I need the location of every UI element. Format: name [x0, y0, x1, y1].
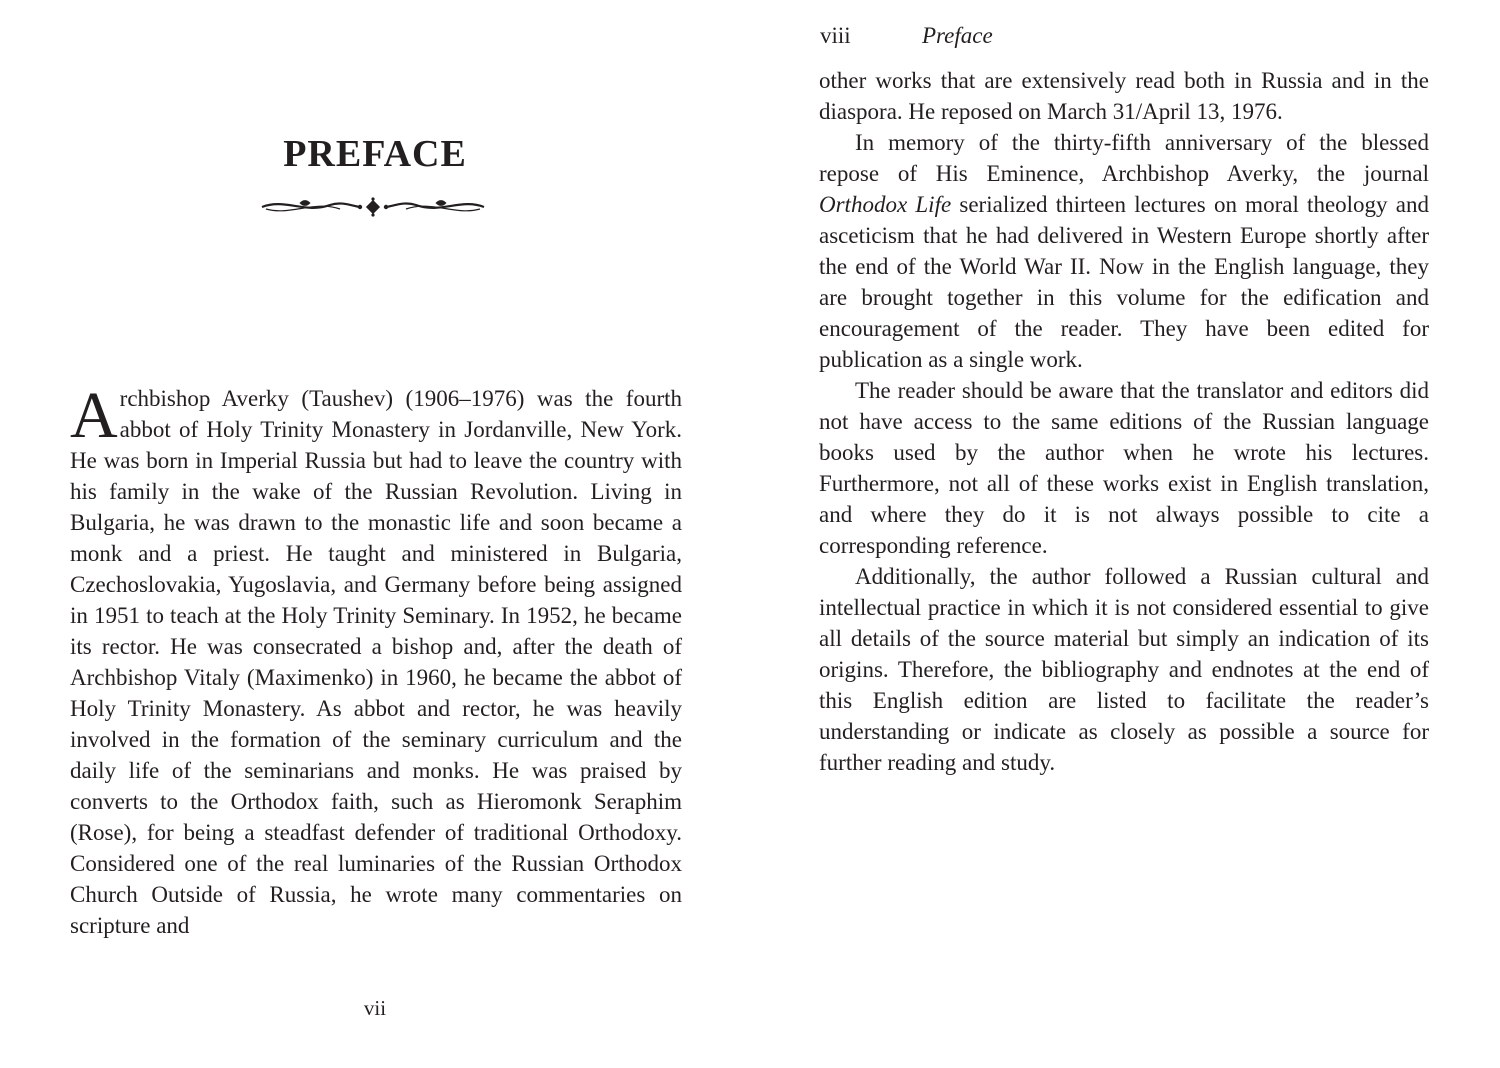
paragraph-memory — [819, 127, 1429, 375]
page-number: vii — [363, 996, 387, 1020]
paragraph-editions: The reader should be aware that the translator and editors did not have access to the same editions of the Russian language books used by the author when he wrote his lectures. Furthermore, not all of these works exist in English translation, and where they do it is not always possible to cite a corresponding reference. — [819, 378, 1429, 558]
journal-title: Orthodox Life — [819, 192, 952, 217]
preface-body — [819, 65, 1429, 778]
drop-cap: A — [70, 379, 118, 452]
chapter-title: PREFACE — [283, 133, 467, 175]
paragraph-memory-text-start: In memory of the thirty-fifth anniversary of the blessed repose of His Eminence, Archbishop Averky, the journal — [819, 130, 1429, 186]
preface-paragraph — [70, 379, 682, 941]
ornament-flourish-icon — [260, 194, 486, 220]
paragraph-continued: other works that are extensively read both in Russia and in the diaspora. He reposed on March 31/April 13, 1976. — [819, 68, 1429, 124]
running-head-title: Preface — [922, 23, 993, 48]
running-head-page-number: viii — [820, 23, 851, 48]
preface-paragraph-text: rchbishop Averky (Taushev) (1906–1976) was the fourth abbot of Holy Trinity Monastery in Jordanville, New York. He was born in Imperial Russia but had to leave the country with his family in the wake of the Russian Revolution. Living in Bulgaria, he was drawn to the monastic life and soon became a monk and a priest. He taught and ministered in Bulgaria, Czechoslovakia, Yugoslavia, and Germany before being assigned in 1951 to teach at the Holy Trinity Seminary. In 1952, he became its rector. He was consecrated a bishop and, after the death of Archbishop Vitaly (Maximenko) in 1960, he became the abbot of Holy Trinity Monastery. As abbot and rector, he was heavily involved in the formation of the seminary curriculum and the daily life of the seminarians and monks. He was praised by converts to the Orthodox faith, such as Hieromonk Seraphim (Rose), for being a steadfast defender of traditional Orthodoxy. Considered one of the real luminaries of the Russian Orthodox Church Outside of Russia, he wrote many commentaries on scripture and — [70, 386, 682, 938]
paragraph-memory-text-end: serialized thirteen lectures on moral theology and asceticism that he had delivered in Western Europe shortly after the end of the World War II. Now in the English language, they are brought together in this volume for the edification and encouragement of the reader. They have been edited for publication as a single work. — [819, 192, 1429, 372]
paragraph-practice: Additionally, the author followed a Russian cultural and intellectual practice in which it is not considered essential to give all details of the source material but simply an indication of its origins. Therefore, the bibliography and endnotes at the end of this English edition are listed to facilitate the reader’s understanding or indicate as closely as possible a source for further reading and study. — [819, 564, 1429, 775]
right-page — [750, 0, 1500, 1068]
